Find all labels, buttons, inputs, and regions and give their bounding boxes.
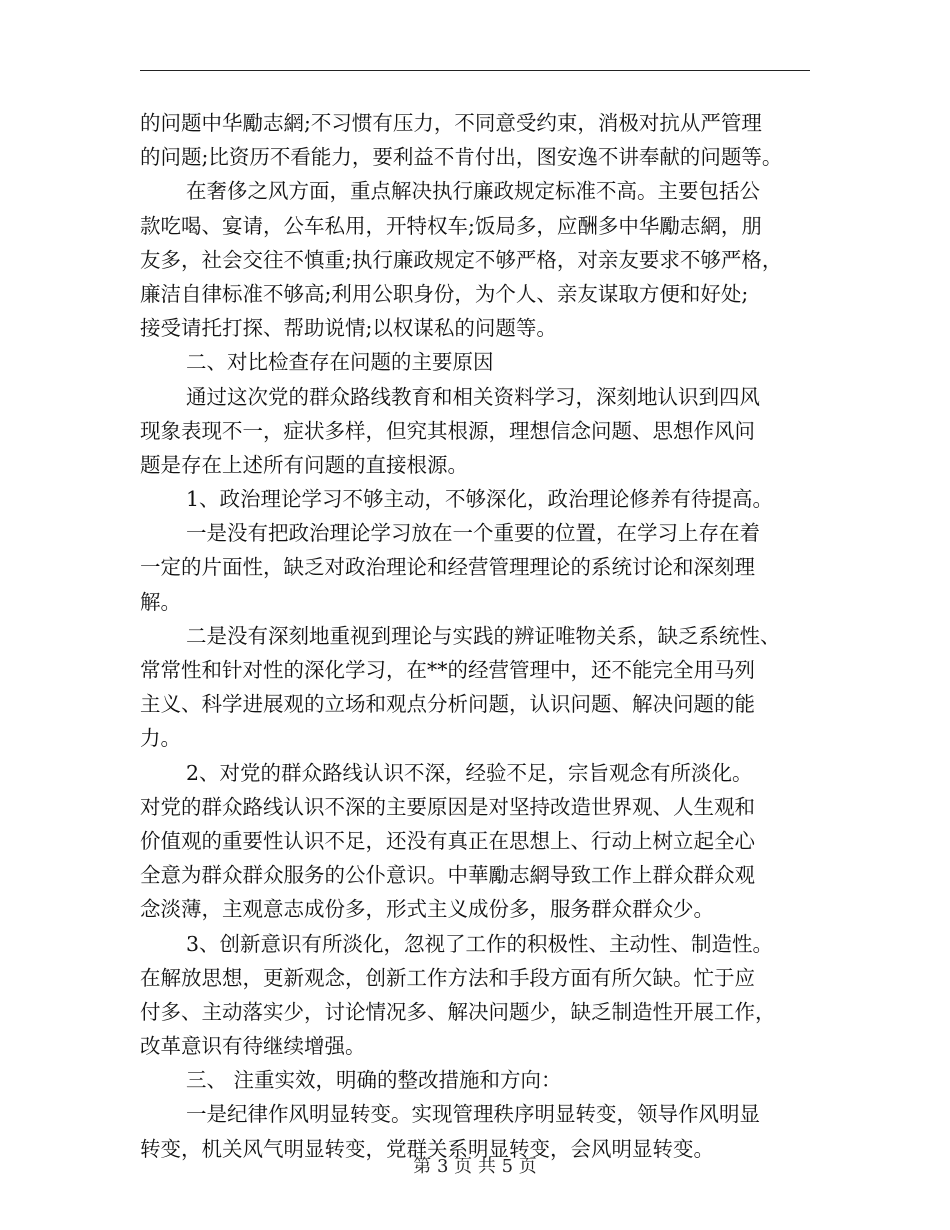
text-line: 二、对比检查存在问题的主要原因 [186,350,494,375]
text-line: 价值观的重要性认识不足，还没有真正在思想上、行动上树立起全心 [140,828,755,853]
text-line: 友多，社会交往不慎重;执行廉政规定不够严格，对亲友要求不够严格， [140,247,783,272]
text-line: 1、政治理论学习不够主动，不够深化，政治理论修养有待提高。 [186,487,774,512]
text-line: 款吃喝、宴请，公车私用，开特权车;饭局多，应酬多中华勵志網，朋 [140,213,762,238]
document-body [140,106,812,1166]
text-line: 通过这次党的群众路线教育和相关资料学习，深刻地认识到四风 [186,384,760,409]
text-line: 一是纪律作风明显转变。实现管理秩序明显转变，领导作风明显 [186,1102,760,1127]
header-rule [140,70,810,71]
text-line: 的问题中华勵志網;不习惯有压力，不同意受约束，消极对抗从严管理 [140,111,762,135]
text-line: 常常性和针对性的深化学习，在**的经营管理中，还不能完全用马列 [140,658,755,682]
text-line: 付多、主动落实少，讨论情况多、解决问题少，缺乏制造性开展工作， [140,999,776,1024]
text-line: 主义、科学进展观的立场和观点分析问题，认识问题、解决问题的能 [140,692,755,717]
text-line: 转变，机关风气明显转变，党群关系明显转变，会风明显转变。 [140,1136,714,1161]
text-line: 全意为群众群众服务的公仆意识。中華勵志網导致工作上群众群众观 [140,863,755,888]
text-line: 接受请托打探、帮助说情;以权谋私的问题等。 [140,316,557,341]
text-line: 二是没有深刻地重视到理论与实践的辨证唯物关系，缺乏系统性、 [186,623,781,648]
text-line: 题是存在上述所有问题的直接根源。 [140,452,468,477]
text-line: 在解放思想，更新观念，创新工作方法和手段方面有所欠缺。忙于应 [140,965,755,990]
text-line: 解。 [140,589,181,614]
text-line: 念淡薄，主观意志成份多，形式主义成份多，服务群众群众少。 [140,897,714,922]
text-line: 一定的片面性，缺乏对政治理论和经营管理理论的系统讨论和深刻理 [140,555,755,580]
text-line: 三、 注重实效，明确的整改措施和方向： [186,1068,562,1093]
page-footer: 第 3 页 共 5 页 [413,1156,537,1177]
text-line: 改革意识有待继续增强。 [140,1034,366,1059]
text-line: 对党的群众路线认识不深的主要原因是对坚持改造世界观、人生观和 [140,794,755,819]
text-line: 力。 [140,726,181,751]
text-line: 廉洁自律标准不够高;利用公职身份，为个人、亲友谋取方便和好处; [140,281,749,306]
text-line: 3、创新意识有所淡化，忽视了工作的积极性、主动性、制造性。 [186,931,774,956]
text-line: 一是没有把政治理论学习放在一个重要的位置，在学习上存在着 [186,521,760,546]
text-line: 的问题;比资历不看能力，要利益不肯付出，图安逸不讲奉献的问题等。 [140,145,783,170]
text-line: 2、对党的群众路线认识不深，经验不足，宗旨观念有所淡化。 [186,760,753,785]
text-line: 在奢侈之风方面，重点解决执行廉政规定标准不高。主要包括公 [186,179,760,204]
text-line: 现象表现不一，症状多样，但究其根源，理想信念问题、思想作风问 [140,418,755,443]
